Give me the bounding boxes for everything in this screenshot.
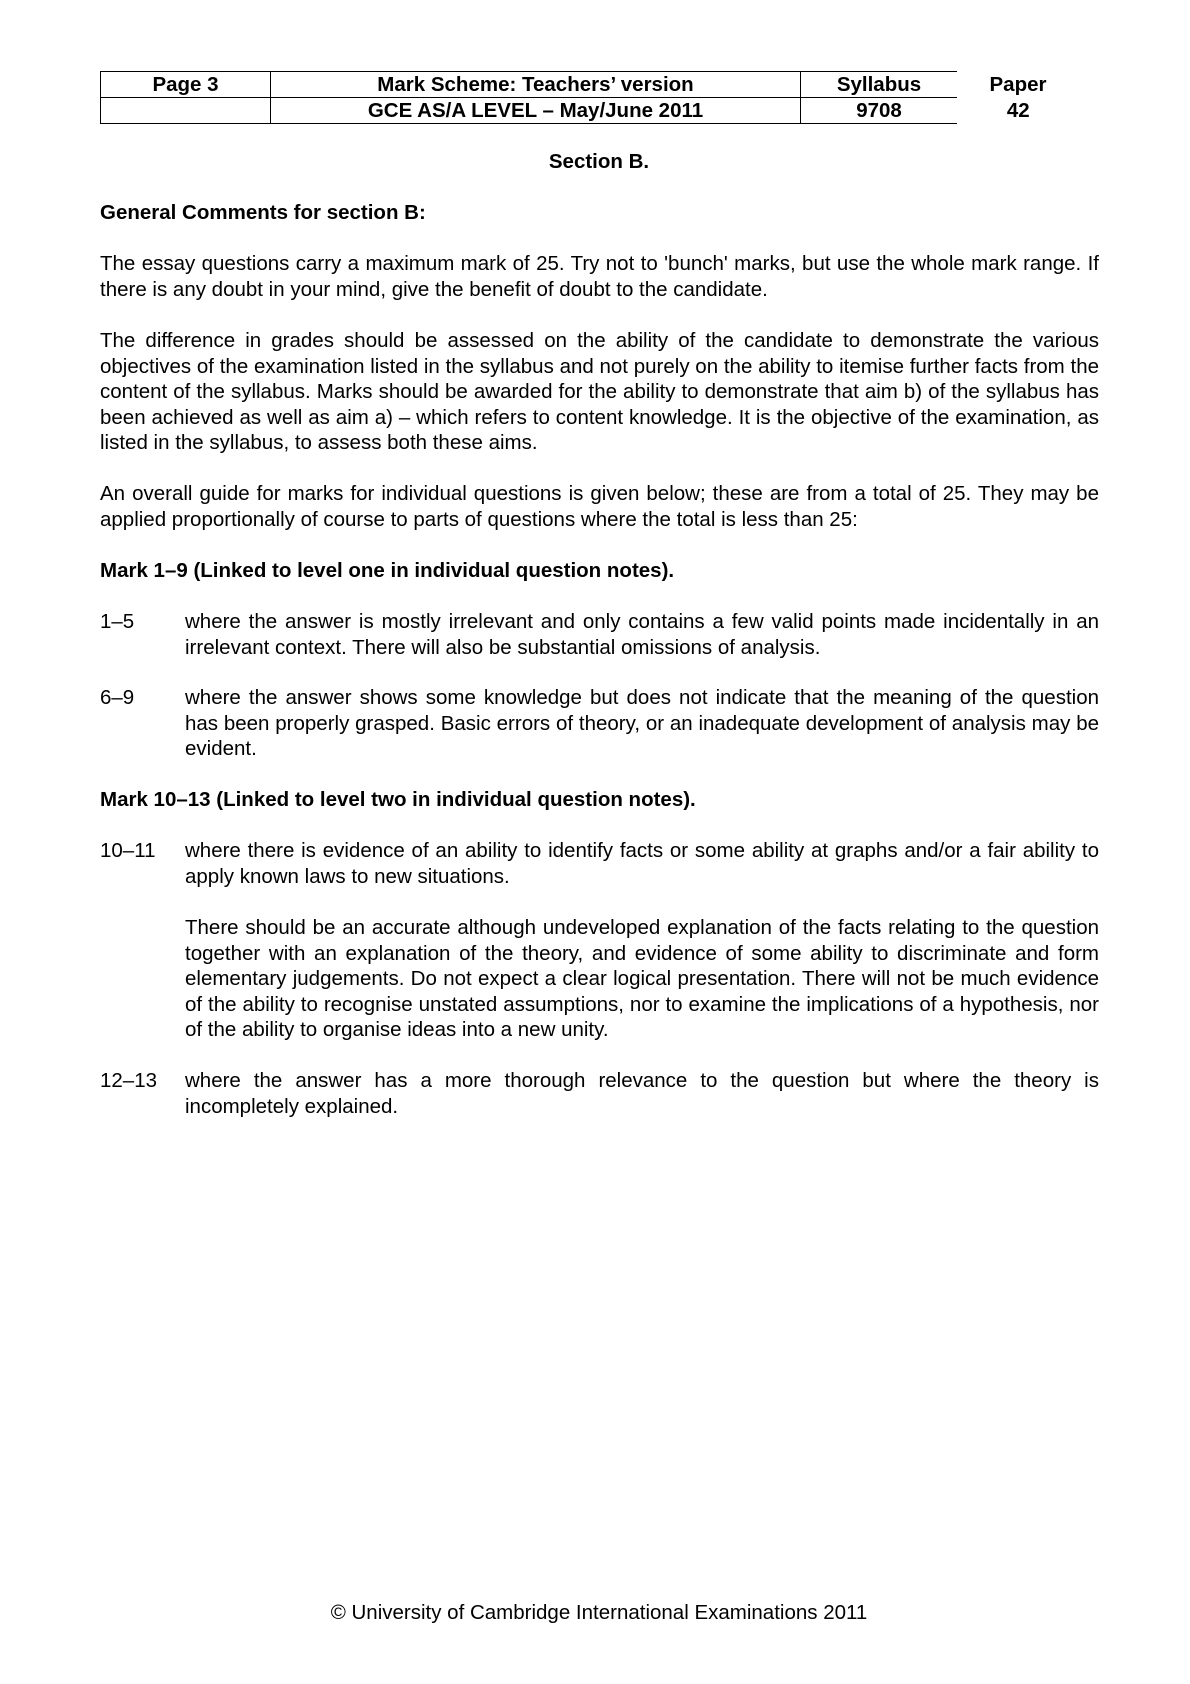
- mark-description: where there is evidence of an ability to identify facts or some ability at graphs and/or a fair ability to apply known laws to new situations.: [185, 839, 1099, 888]
- mark-description: where the answer has a more thorough relevance to the question but where the theory is incompletely explained.: [185, 1069, 1099, 1118]
- header-row-1: [101, 72, 1080, 98]
- header-table: [100, 71, 1080, 124]
- section-title: Section B.: [548, 150, 650, 173]
- header-page: Page 3: [101, 72, 271, 98]
- level1-heading: Mark 1–9 (Linked to level one in individual question notes).: [100, 559, 675, 582]
- header-syllabus-label: Syllabus: [801, 72, 958, 98]
- general-heading: General Comments for section B:: [100, 201, 426, 224]
- mark-range: 10–11: [100, 839, 156, 862]
- mark-description: where the answer is mostly irrelevant and only contains a few valid points made incidentally in an irrelevant context. There will also be substantial omissions of analysis.: [185, 610, 1099, 659]
- header-empty-cell: [101, 98, 271, 124]
- header-title-line2: GCE AS/A LEVEL – May/June 2011: [271, 98, 801, 124]
- mark-description: where the answer shows some knowledge but does not indicate that the meaning of the question has been properly grasped. Basic errors of theory, or an inadequate development of analysis may be evident.: [185, 686, 1099, 760]
- header-paper-label: Paper: [989, 72, 1047, 96]
- mark-range: 1–5: [100, 610, 135, 633]
- header-syllabus-value: 9708: [801, 98, 958, 124]
- paragraph-2: The difference in grades should be assessed on the ability of the candidate to demonstrate the various objectives of the examination listed in the syllabus and not purely on the ability to itemise further facts from the content of the syllabus. Marks should be awarded for the ability to demonstrate that aim b) of the syllabus has been achieved as well as aim a) – which refers to content knowledge. It is the objective of the examination, as listed in the syllabus, to assess both these aims.: [100, 329, 1099, 454]
- header-paper-value: 42: [1006, 98, 1030, 122]
- paragraph-3: An overall guide for marks for individual questions is given below; these are from a total of 25. They may be applied proportionally of course to parts of questions where the total is less than 25:: [100, 482, 1099, 531]
- mark-description: There should be an accurate although undeveloped explanation of the facts relating to the question together with an explanation of the theory, and evidence of some ability to discriminate and form elementary judgements. Do not expect a clear logical presentation. There will not be much evidence of the ability to recognise unstated assumptions, nor to examine the implications of a hypothesis, nor of the ability to organise ideas into a new unity.: [185, 916, 1099, 1041]
- footer-copyright: © University of Cambridge International Examinations 2011: [330, 1601, 868, 1624]
- mark-range: 12–13: [100, 1069, 158, 1092]
- header-row-2: [101, 98, 1080, 124]
- paragraph-1: The essay questions carry a maximum mark of 25. Try not to 'bunch' marks, but use the whole mark range. If there is any doubt in your mind, give the benefit of doubt to the candidate.: [100, 252, 1099, 301]
- level2-heading: Mark 10–13 (Linked to level two in individual question notes).: [100, 788, 696, 811]
- mark-range: 6–9: [100, 686, 135, 709]
- header-title-line1: Mark Scheme: Teachers’ version: [271, 72, 801, 98]
